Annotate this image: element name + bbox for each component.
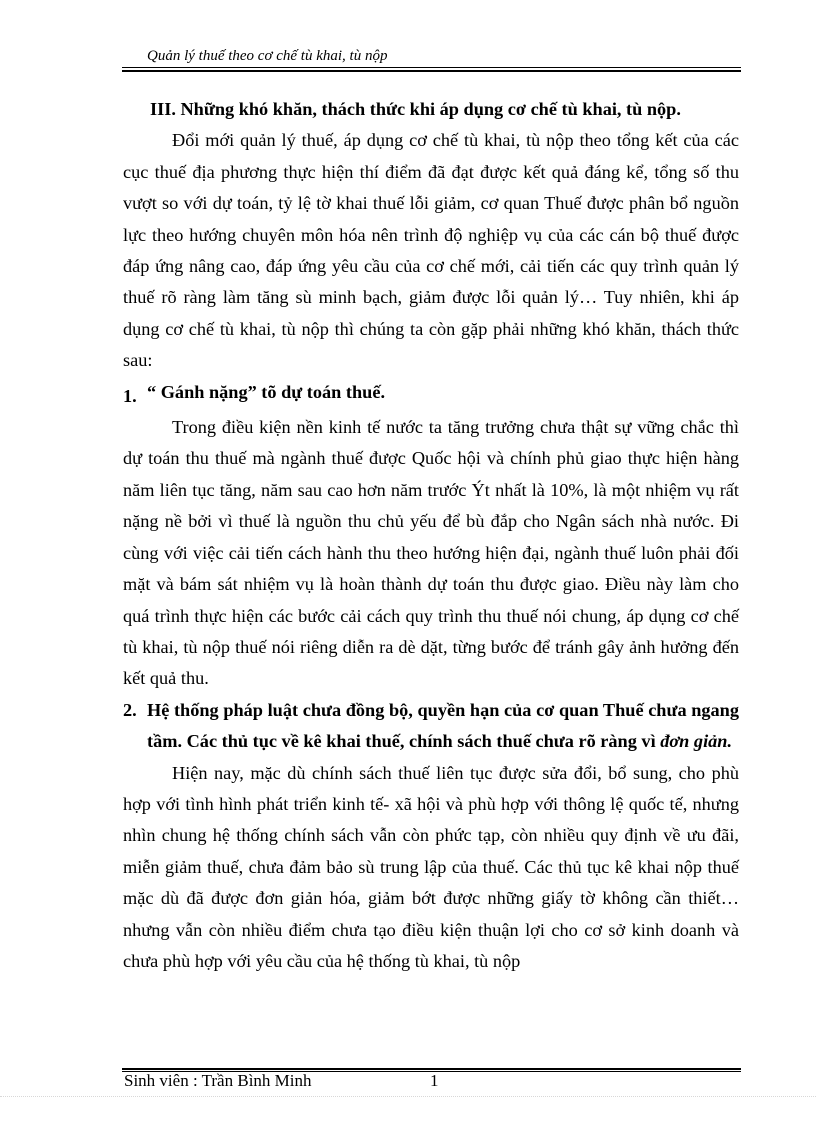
header-rule xyxy=(122,67,741,68)
footer-rule-thick xyxy=(122,1068,741,1070)
list-number: 1. xyxy=(123,385,137,406)
list-item-1-heading xyxy=(123,377,739,412)
page-bottom-dotted-rule xyxy=(0,1096,816,1097)
list-heading: “ Gánh nặng” tõ dự toán thuế. xyxy=(147,381,386,402)
footer-student: Sinh viên : Trần Bình Minh xyxy=(124,1071,312,1090)
list-number: 2. xyxy=(123,699,137,720)
section-title: III. Những khó khăn, thách thức khi áp dụng cơ chế tù khai, tù nộp. xyxy=(150,99,681,119)
list-item-2-heading xyxy=(123,695,739,758)
document-body xyxy=(123,94,739,977)
page-number: 1 xyxy=(430,1071,439,1090)
list-heading-italic: đơn giản. xyxy=(660,731,733,752)
list-heading-bold: Hệ thống pháp luật chưa đồng bộ, quyền hạn của cơ quan Thuế chưa ngang tầm. Các thủ tục về kê khai thuế, chính sách thuế chưa rõ ràng vì xyxy=(147,699,739,752)
item-2-paragraph: Hiện nay, mặc dù chính sách thuế liên tục được sửa đổi, bổ sung, cho phù hợp với tình hình phát triển kinh tế- xã hội và phù hợp với thông lệ quốc tế, nhưng nhìn chung hệ thống chính sách vẫn còn phức tạp, còn nhiều quy định về ưu đãi, miễn giảm thuế, chưa đảm bảo sù trung lập của thuế. Các thủ tục kê khai nộp thuế mặc dù đã được đơn giản hóa, giảm bớt được những giấy tờ không cần thiết… nhưng vẫn còn nhiều điểm chưa tạo điều kiện thuận lợi cho cơ sở kinh doanh và chưa phù hợp với yêu cầu của hệ thống tù khai, tù nộp xyxy=(123,762,739,971)
intro-paragraph: Đổi mới quản lý thuế, áp dụng cơ chế tù khai, tù nộp theo tổng kết của các cục thuế địa phương thực hiện thí điểm đã đạt được kết quả đáng kể, tổng số thu vượt so với dự toán, tỷ lệ tờ khai thuế lỗi giảm, cơ quan Thuế được phân bổ nguồn lực theo hướng chuyên môn hóa nên trình độ nghiệp vụ của các cán bộ thuế được đáp ứng nâng cao, đáp ứng yêu cầu của cơ chế mới, cải tiến các quy trình quản lý thuế rõ ràng làm tăng sù minh bạch, giảm được lỗi quản lý… Tuy nhiên, khi áp dụng cơ chế tù khai, tù nộp thì chúng ta còn gặp phải những khó khăn, thách thức sau: xyxy=(123,130,739,371)
item-1-paragraph: Trong điều kiện nền kinh tế nước ta tăng trưởng chưa thật sự vững chắc thì dự toán thu thuế mà ngành thuế được Quốc hội và chính phủ giao thực hiện hàng năm liên tục tăng, năm sau cao hơn năm trước Ýt nhất là 10%, là một nhiệm vụ rất nặng nề bởi vì thuế là nguồn thu chủ yếu để bù đắp cho Ngân sách nhà nước. Đi cùng với việc cải tiến cách hành thu theo hướng hiện đại, ngành thuế luôn phải đối mặt và bám sát nhiệm vụ là hoàn thành dự toán thu được giao. Điều này làm cho quá trình thực hiện các bước cải cách quy trình thu thuế nói chung, áp dụng cơ chế tù khai, tù nộp thuế nói riêng diễn ra dè dặt, từng bước để tránh gây ảnh hưởng đến kết quả thu. xyxy=(123,417,739,689)
list-heading xyxy=(147,695,739,758)
running-header: Quản lý thuế theo cơ chế tù khai, tù nộp xyxy=(147,48,388,64)
header-rule-thick xyxy=(122,70,741,72)
